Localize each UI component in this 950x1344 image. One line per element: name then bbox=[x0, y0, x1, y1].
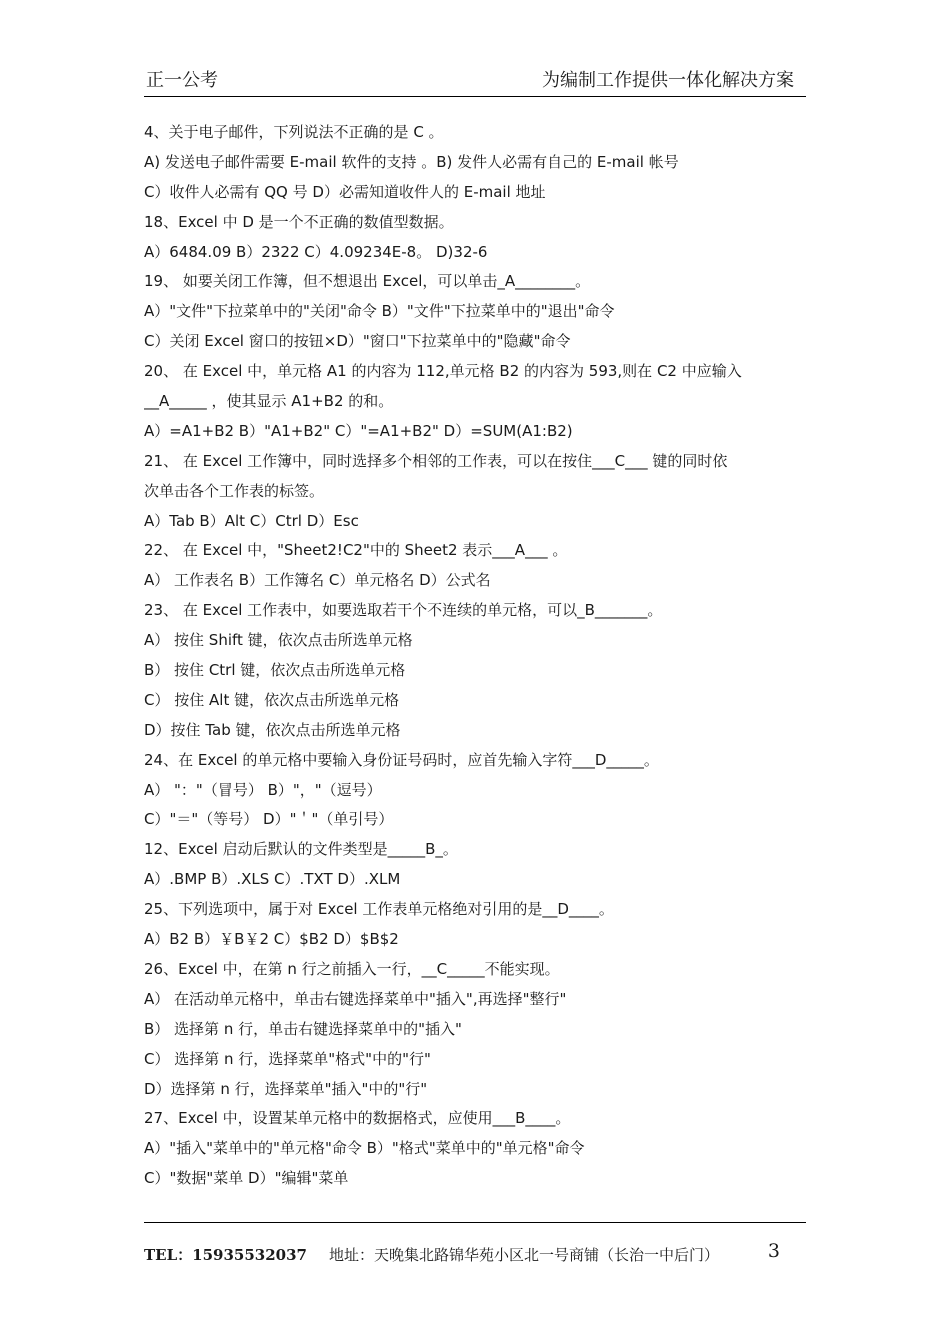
text-line: A) 发送电子邮件需要 E-mail 软件的支持 。B) 发件人必需有自己的 E-mail 帐号 bbox=[144, 152, 679, 171]
text-line: __A_____ ，使其显示 A1+B2 的和。 bbox=[144, 392, 394, 411]
text-line: C）关闭 Excel 窗口的按钮×D）"窗口"下拉菜单中的"隐藏"命令 bbox=[144, 332, 571, 351]
text-line: A）B2 B）￥B￥2 C）$B2 D）$B$2 bbox=[144, 930, 399, 949]
text-line: A） 工作表名 B）工作簿名 C）单元格名 D）公式名 bbox=[144, 571, 491, 590]
text-line: B） 按住 Ctrl 键，依次点击所选单元格 bbox=[144, 661, 406, 680]
footer-contact bbox=[144, 1245, 719, 1265]
text-line: 24、在 Excel 的单元格中要输入身份证号码时，应首先输入字符___D_____。 bbox=[144, 750, 659, 769]
text-line: A）Tab B）Alt C）Ctrl D）Esc bbox=[144, 511, 359, 530]
text-line: 次单击各个工作表的标签。 bbox=[144, 481, 325, 500]
document-body bbox=[144, 118, 808, 1194]
text-line: 18、Excel 中 D 是一个不正确的数值型数据。 bbox=[144, 212, 454, 231]
text-line: B） 选择第 n 行，单击右键选择菜单中的"插入" bbox=[144, 1019, 462, 1038]
page-footer bbox=[144, 1222, 806, 1283]
text-line: A）=A1+B2 B）"A1+B2" C）"=A1+B2" D）=SUM(A1:B2) bbox=[144, 421, 573, 440]
text-line: A） 在活动单元格中，单击右键选择菜单中"插入",再选择"整行" bbox=[144, 989, 567, 1008]
text-line: D）按住 Tab 键，依次点击所选单元格 bbox=[144, 720, 401, 739]
text-line: C） 按住 Alt 键，依次点击所选单元格 bbox=[144, 690, 400, 709]
text-line: A）"文件"下拉菜单中的"关闭"命令 B）"文件"下拉菜单中的"退出"命令 bbox=[144, 302, 615, 321]
text-line: 26、Excel 中，在第 n 行之前插入一行，__C_____不能实现。 bbox=[144, 959, 560, 978]
text-line: C）收件人必需有 QQ 号 D）必需知道收件人的 E-mail 地址 bbox=[144, 182, 546, 201]
text-line: 23、 在 Excel 工作表中，如要选取若干个不连续的单元格，可以_B_______。 bbox=[144, 601, 663, 620]
text-line: 12、Excel 启动后默认的文件类型是_____B_。 bbox=[144, 840, 458, 859]
footer-tel: TEL：15935532037 bbox=[144, 1246, 307, 1264]
text-line: C）"＝"（等号） D）"＇"（单引号） bbox=[144, 810, 394, 829]
page-header bbox=[144, 66, 806, 97]
text-line: 21、 在 Excel 工作簿中，同时选择多个相邻的工作表，可以在按住___C___ 键的同时依 bbox=[144, 451, 728, 470]
text-line: A） 按住 Shift 键，依次点击所选单元格 bbox=[144, 631, 413, 650]
text-line: 20、 在 Excel 中，单元格 A1 的内容为 112,单元格 B2 的内容为 593,则在 C2 中应输入 bbox=[144, 362, 742, 381]
header-brand: 正一公考 bbox=[146, 70, 218, 91]
text-line: 25、下列选项中，属于对 Excel 工作表单元格绝对引用的是__D____。 bbox=[144, 900, 614, 919]
header-slogan: 为编制工作提供一体化解决方案 bbox=[542, 70, 794, 91]
footer-address: 地址：天晚集北路锦华苑小区北一号商铺（长治一中后门） bbox=[328, 1246, 719, 1264]
text-line: C） 选择第 n 行，选择菜单"格式"中的"行" bbox=[144, 1049, 431, 1068]
text-line: 22、 在 Excel 中，"Sheet2!C2"中的 Sheet2 表示___A___ 。 bbox=[144, 541, 568, 560]
text-line: A） "："（冒号） B）"，"（逗号） bbox=[144, 780, 382, 799]
text-line: A）"插入"菜单中的"单元格"命令 B）"格式"菜单中的"单元格"命令 bbox=[144, 1139, 585, 1158]
text-line: 19、 如要关闭工作簿，但不想退出 Excel，可以单击_A________。 bbox=[144, 272, 591, 291]
text-line: A）6484.09 B）2322 C）4.09234E-8。 D)32-6 bbox=[144, 242, 488, 261]
text-line: D）选择第 n 行，选择菜单"插入"中的"行" bbox=[144, 1079, 428, 1098]
text-line: 4、关于电子邮件，下列说法不正确的是 C 。 bbox=[144, 123, 444, 141]
text-line: A）.BMP B）.XLS C）.TXT D）.XLM bbox=[144, 870, 401, 889]
page-number: 3 bbox=[767, 1240, 780, 1262]
text-line: C）"数据"菜单 D）"编辑"菜单 bbox=[144, 1169, 349, 1188]
text-line: 27、Excel 中，设置某单元格中的数据格式，应使用___B____。 bbox=[144, 1109, 571, 1128]
